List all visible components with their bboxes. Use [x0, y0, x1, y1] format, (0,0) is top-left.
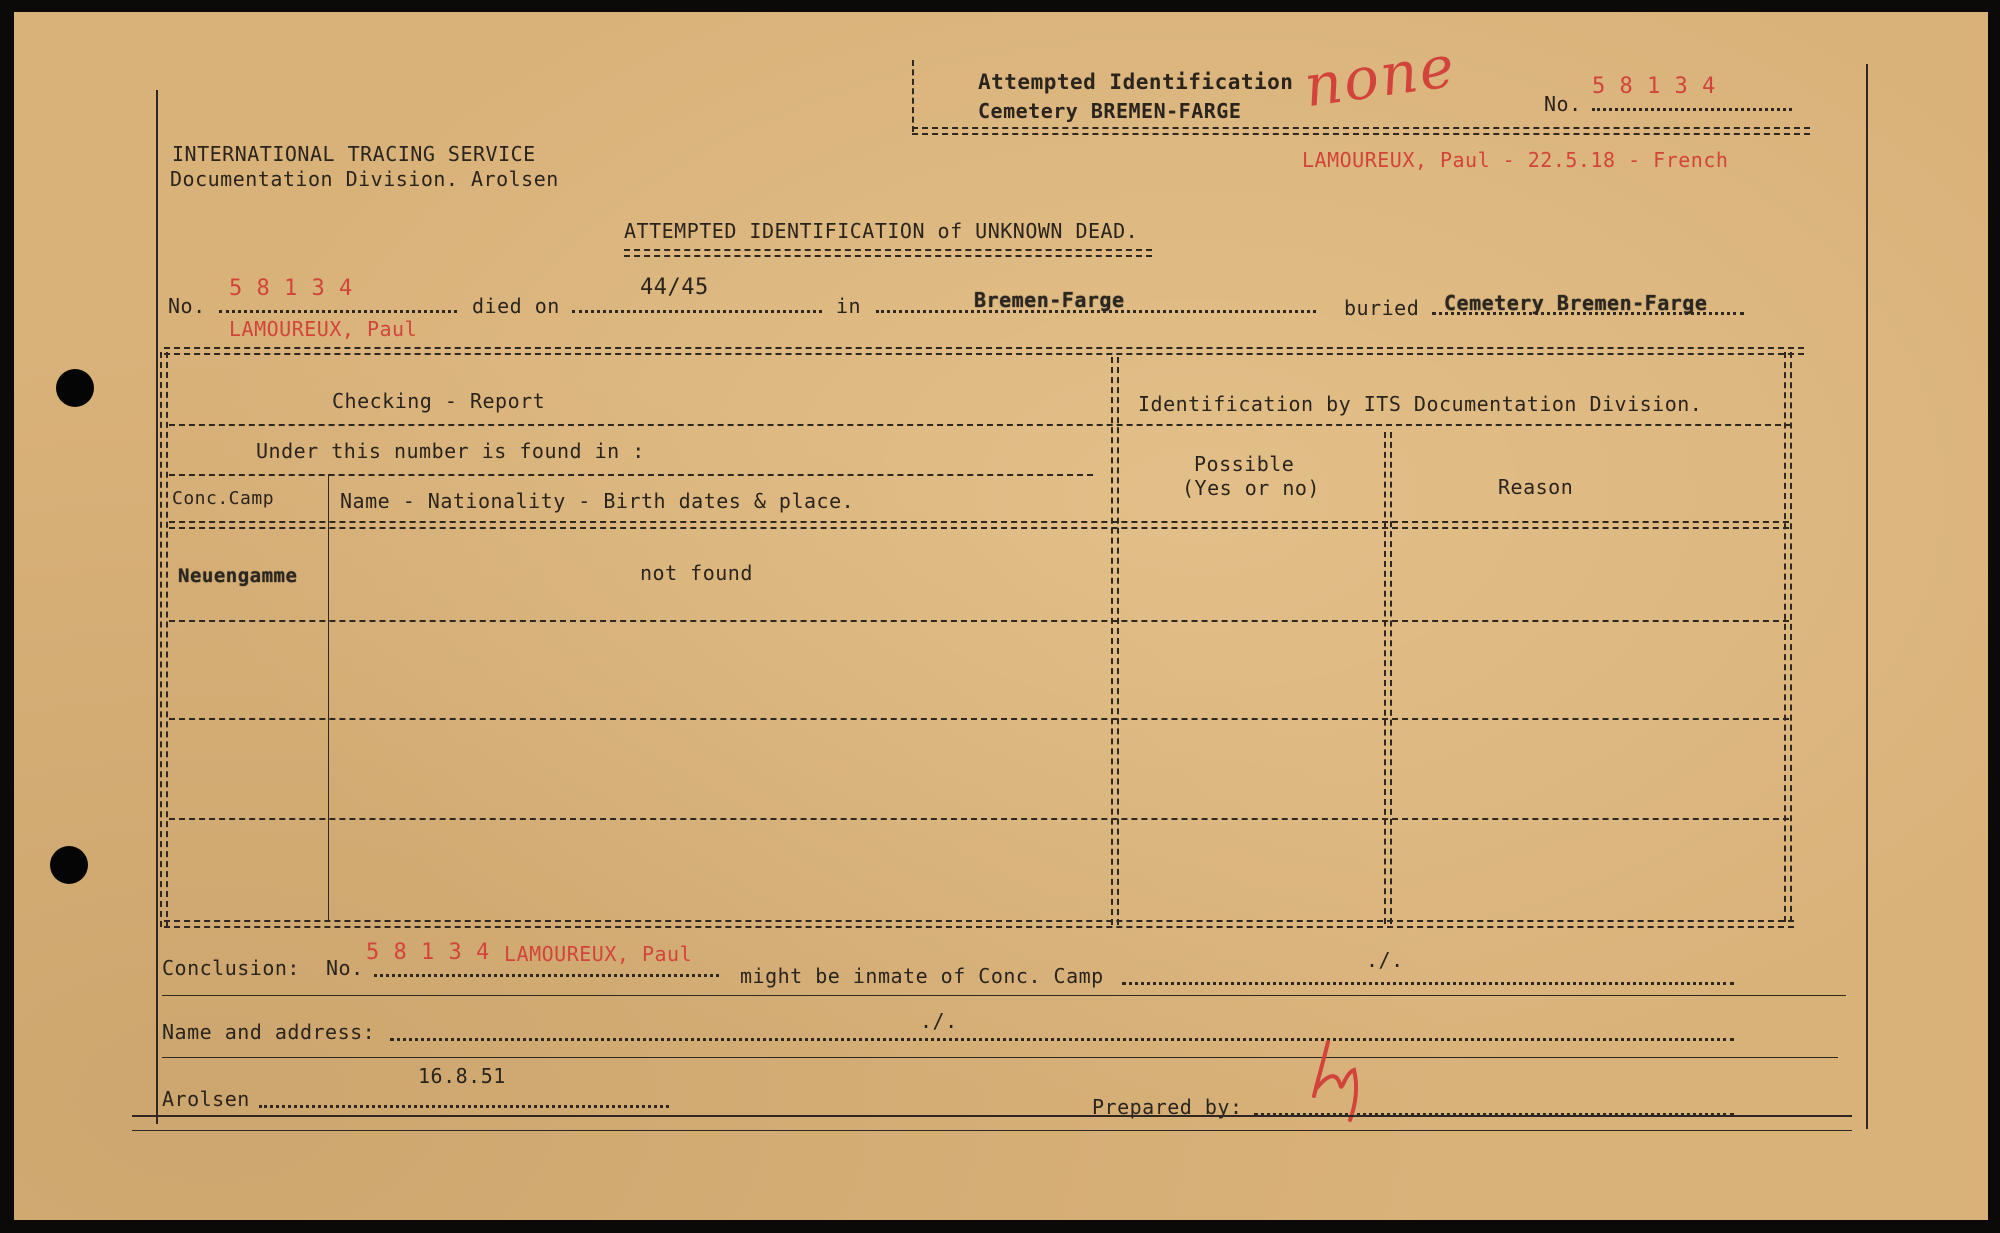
- conclusion-no-dots: [374, 974, 719, 977]
- conclusion-label: Conclusion:: [162, 956, 300, 980]
- in-value: Bremen-Farge: [974, 288, 1125, 312]
- table-row-divider-1: [169, 620, 1789, 622]
- header-no-dots: [1592, 108, 1792, 111]
- name-address-label: Name and address:: [162, 1020, 376, 1044]
- box-left-border: [912, 60, 914, 132]
- died-on-label: died on: [472, 294, 560, 318]
- table-left-border: [160, 352, 168, 927]
- handwritten-none: none: [1300, 31, 1460, 121]
- title-underline: [624, 249, 1152, 257]
- in-label: in: [836, 294, 862, 318]
- punch-hole-top: [56, 369, 94, 407]
- name-address-dots: [390, 1038, 1734, 1041]
- box-line-cemetery: Cemetery BREMEN-FARGE: [978, 99, 1242, 123]
- col-header-possible: Possible: [1194, 452, 1295, 476]
- table-top-border: [164, 347, 1804, 355]
- document-card: [14, 12, 1988, 1220]
- died-on-value: 44/45: [640, 275, 709, 300]
- record-name: LAMOUREUX, Paul: [229, 317, 418, 341]
- header-no-value: 5 8 1 3 4: [1592, 74, 1716, 99]
- arolsen-label: Arolsen: [162, 1087, 250, 1111]
- table-bottom-border: [164, 920, 1794, 928]
- died-on-dots: [572, 310, 822, 313]
- might-be-inmate: might be inmate of Conc. Camp: [740, 964, 1104, 988]
- conclusion-no-label: No.: [326, 956, 364, 980]
- header-person-line: LAMOUREUX, Paul - 22.5.18 - French: [1302, 148, 1729, 172]
- table-header-line-2: [169, 474, 1093, 476]
- org-line-1: INTERNATIONAL TRACING SERVICE: [172, 142, 536, 166]
- col-header-reason: Reason: [1498, 475, 1574, 499]
- conclusion-rule: [162, 995, 1846, 996]
- name-address-rule: [162, 1057, 1838, 1058]
- table-right-border: [1784, 352, 1792, 922]
- table-main-divider: [1111, 357, 1119, 925]
- arolsen-dots: [259, 1105, 669, 1108]
- checking-report-header: Checking - Report: [332, 389, 546, 413]
- box-line-attempted: Attempted Identification: [978, 70, 1294, 94]
- box-bottom-border: [912, 127, 1810, 135]
- table-row-name: not found: [640, 561, 753, 585]
- conclusion-no-value: 5 8 1 3 4: [366, 940, 490, 965]
- table-identification-divider: [1384, 432, 1392, 924]
- bottom-rule: [132, 1115, 1852, 1117]
- name-address-value: ./.: [920, 1009, 958, 1033]
- org-line-2: Documentation Division. Arolsen: [170, 167, 559, 191]
- table-header-line-1: [169, 424, 1791, 426]
- table-camp-divider: [328, 474, 329, 922]
- table-row-camp: Neuengamme: [178, 565, 298, 587]
- initials-signature: [1306, 1034, 1376, 1124]
- date-value: 16.8.51: [418, 1064, 506, 1088]
- col-header-camp: Conc.Camp: [172, 488, 275, 509]
- record-no-value: 5 8 1 3 4: [229, 276, 353, 301]
- identification-header: Identification by ITS Documentation Division.: [1138, 392, 1703, 416]
- under-this-number: Under this number is found in :: [256, 439, 645, 463]
- document-title: ATTEMPTED IDENTIFICATION of UNKNOWN DEAD.: [624, 219, 1139, 243]
- camp-value: ./.: [1366, 948, 1404, 972]
- buried-value: Cemetery Bremen-Farge: [1444, 291, 1708, 315]
- col-header-possible-sub: (Yes or no): [1182, 476, 1320, 500]
- header-no-label: No.: [1544, 92, 1582, 116]
- record-no-dots: [219, 310, 457, 313]
- camp-dots: [1122, 982, 1734, 985]
- record-no-label: No.: [168, 294, 206, 318]
- col-header-name: Name - Nationality - Birth dates & place.: [340, 489, 855, 513]
- prepared-by-label: Prepared by:: [1092, 1095, 1243, 1119]
- buried-label: buried: [1344, 296, 1420, 320]
- table-row-divider-3: [169, 818, 1789, 820]
- conclusion-name: LAMOUREUX, Paul: [504, 942, 693, 966]
- punch-hole-bottom: [50, 846, 88, 884]
- table-row-divider-2: [169, 718, 1789, 720]
- table-header-line-3: [169, 521, 1789, 529]
- margin-line-left: [156, 90, 158, 1124]
- bottom-rule-2: [132, 1130, 1852, 1131]
- margin-line-right: [1866, 64, 1868, 1129]
